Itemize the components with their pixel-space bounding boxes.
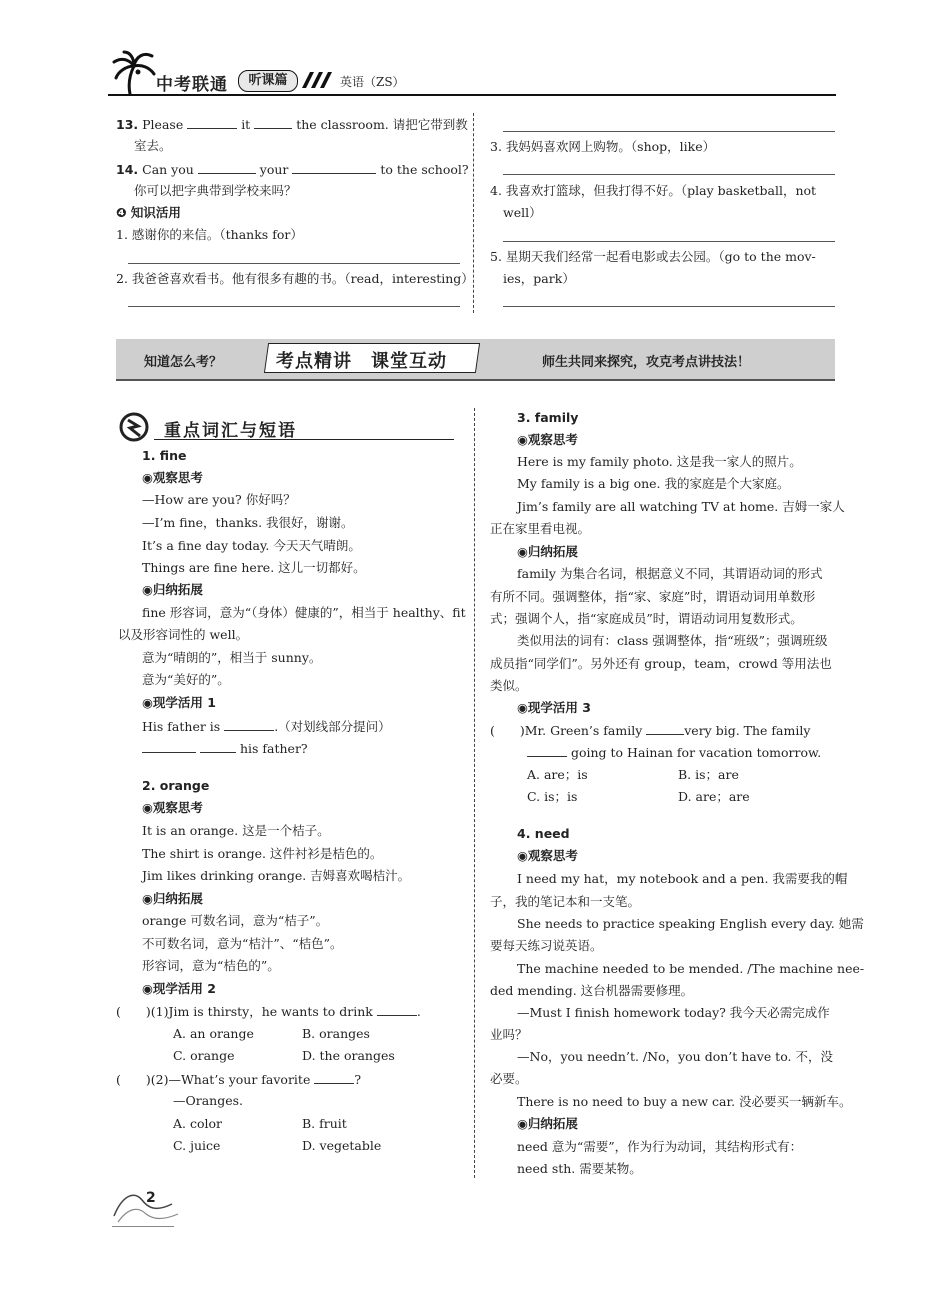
heading-rule <box>154 439 454 440</box>
answer-line[interactable] <box>503 306 835 307</box>
q14: 14. Can you your to the school? <box>116 162 469 177</box>
summary-label: ◉归纳拓展 <box>517 544 578 559</box>
example: 业吗？ <box>490 1027 528 1042</box>
summary-text: 类似。 <box>490 678 528 693</box>
banner-right: 师生共同来探究，攻克考点讲技法！ <box>542 355 751 370</box>
word-need: 4. need <box>517 826 570 841</box>
answer-blank[interactable] <box>254 116 292 129</box>
answer-blank[interactable] <box>292 161 376 174</box>
example: Things are fine here. 这儿一切都好。 <box>142 560 366 575</box>
example: My family is a big one. 我的家庭是个大家庭。 <box>517 476 790 491</box>
option-b[interactable]: B. oranges <box>302 1026 370 1041</box>
summary-text: 成员指“同学们”。另外还有 group，team，crowd 等用法也 <box>490 656 832 671</box>
footer <box>112 1186 182 1230</box>
example: —No，you needn’t. /No，you don’t have to. 不，没 <box>517 1049 833 1064</box>
summary-label: ◉归纳拓展 <box>517 1116 578 1131</box>
section-banner <box>116 339 835 381</box>
swirl-icon <box>118 412 152 442</box>
practice-label: ◉现学活用 1 <box>142 695 216 710</box>
question-2: ( )(2)—What’s your favorite ? <box>116 1072 362 1087</box>
q13: 13. Please it the classroom. 请把它带到教 <box>116 117 468 132</box>
word-family: 3. family <box>517 410 579 425</box>
example: —Must I finish homework today? 我今天必需完成作 <box>517 1005 830 1020</box>
practice-1: His father is .（对划线部分提问） <box>142 719 391 734</box>
summary-text: need 意为“需要”，作为行为动词，其结构形式有： <box>517 1139 803 1154</box>
observe-label: ◉观察思考 <box>142 800 203 815</box>
summary-text: 式；强调个人，指“家庭成员”时，谓语动词用复数形式。 <box>490 611 803 626</box>
answer-blank[interactable] <box>224 718 274 731</box>
summary-label: ◉归纳拓展 <box>142 582 203 597</box>
q13-cont: 室去。 <box>134 138 172 153</box>
heading-block <box>118 412 458 442</box>
observe-label: ◉观察思考 <box>517 848 578 863</box>
option-a[interactable]: A. are；is <box>527 767 588 782</box>
observe-label: ◉观察思考 <box>142 470 203 485</box>
practice-label: ◉现学活用 2 <box>142 981 216 996</box>
option-c[interactable]: C. orange <box>173 1048 235 1063</box>
header-rule <box>108 94 836 96</box>
summary-text: 不可数名词，意为“桔汁”、“桔色”。 <box>142 936 343 951</box>
option-b[interactable]: B. is；are <box>678 767 739 782</box>
example: The shirt is orange. 这件衬衫是桔色的。 <box>142 846 383 861</box>
sentence-4: 4. 我喜欢打篮球，但我打得不好。（play basketball，not <box>490 183 817 198</box>
example: 必要。 <box>490 1071 528 1086</box>
summary-text: family 为集合名词，根据意义不同，其谓语动词的形式 <box>517 566 823 581</box>
stripes-icon <box>300 72 332 88</box>
sentence-2: 2. 我爸爸喜欢看书。他有很多有趣的书。（read，interesting） <box>116 271 474 286</box>
sentence-4-cont: well） <box>503 205 542 220</box>
palm-tree-logo-icon <box>108 50 158 96</box>
word-fine: 1. fine <box>142 448 187 463</box>
page-number: 2 <box>146 1190 156 1206</box>
answer-line[interactable] <box>128 306 460 307</box>
section-badge <box>238 70 298 92</box>
summary-text: 意为“晴朗的”，相当于 sunny。 <box>142 650 322 665</box>
banner-title: 考点精讲 课堂互动 <box>276 351 447 372</box>
question-2-answer: —Oranges. <box>173 1093 244 1108</box>
practice-label: ◉现学活用 3 <box>517 700 591 715</box>
example: I need my hat，my notebook and a pen. 我需要我的帽 <box>517 871 848 886</box>
example: —I’m fine，thanks. 我很好，谢谢。 <box>142 515 354 530</box>
example: The machine needed to be mended. /The machine nee- <box>517 961 865 976</box>
option-c[interactable]: C. juice <box>173 1138 221 1153</box>
word-orange: 2. orange <box>142 778 210 793</box>
example: There is no need to buy a new car. 没必要买一辆新车。 <box>517 1094 852 1109</box>
example: 正在家里看电视。 <box>490 521 591 536</box>
answer-blank[interactable] <box>377 1003 417 1016</box>
answer-blank[interactable] <box>200 740 236 753</box>
answer-blank[interactable] <box>187 116 237 129</box>
example: She needs to practice speaking English every day. 她需 <box>517 916 864 931</box>
answer-blank[interactable] <box>314 1071 354 1084</box>
option-a[interactable]: A. color <box>173 1116 222 1131</box>
answer-line[interactable] <box>503 241 835 242</box>
answer-blank[interactable] <box>646 722 684 735</box>
option-d[interactable]: D. the oranges <box>302 1048 395 1063</box>
answer-blank[interactable] <box>527 744 567 757</box>
answer-line[interactable] <box>128 263 460 264</box>
example: Jim’s family are all watching TV at home. 吉姆一家人 <box>517 499 845 514</box>
answer-line[interactable] <box>503 131 835 132</box>
summary-text: 有所不同。强调整体，指“家、家庭”时，谓语动词用单数形 <box>490 589 816 604</box>
brand-title: 中考联通 <box>156 75 228 95</box>
practice-1-answer: his father? <box>142 740 308 757</box>
option-c[interactable]: C. is；is <box>527 789 578 804</box>
summary-text: need sth. 需要某物。 <box>517 1161 642 1176</box>
section4-heading: ❹ 知识活用 <box>116 205 181 220</box>
observe-label: ◉观察思考 <box>517 432 578 447</box>
subject-label: 英语（ZS） <box>340 75 405 89</box>
summary-text: orange 可数名词，意为“桔子”。 <box>142 913 329 928</box>
sentence-1: 1. 感谢你的来信。（thanks for） <box>116 227 303 242</box>
summary-text: 类似用法的词有：class 强调整体，指“班级”；强调班级 <box>517 633 828 648</box>
summary-label: ◉归纳拓展 <box>142 891 203 906</box>
answer-blank[interactable] <box>142 740 196 753</box>
summary-text: 形容词，意为“桔色的”。 <box>142 958 280 973</box>
q14-cont: 你可以把字典带到学校来吗？ <box>134 183 297 198</box>
example: It’s a fine day today. 今天天气晴朗。 <box>142 538 361 553</box>
answer-line[interactable] <box>503 174 835 175</box>
summary-text: fine 形容词，意为“（身体）健康的”，相当于 healthy、fit <box>142 605 466 620</box>
summary-text: 以及形容词性的 well。 <box>118 627 249 642</box>
footer-rule <box>112 1226 174 1227</box>
answer-blank[interactable] <box>198 161 256 174</box>
option-d[interactable]: D. vegetable <box>302 1138 382 1153</box>
section-heading: 重点词汇与短语 <box>164 421 297 441</box>
example: Here is my family photo. 这是我一家人的照片。 <box>517 454 802 469</box>
example: It is an orange. 这是一个桔子。 <box>142 823 330 838</box>
option-a[interactable]: A. an orange <box>173 1026 254 1041</box>
sentence-5-cont: ies，park） <box>503 271 575 286</box>
question-3-cont: going to Hainan for vacation tomorrow. <box>527 744 821 761</box>
example: ded mending. 这台机器需要修理。 <box>490 983 694 998</box>
section-label: 听课篇 <box>248 73 288 88</box>
example: 子，我的笔记本和一支笔。 <box>490 894 641 909</box>
option-d[interactable]: D. are；are <box>678 789 750 804</box>
header <box>108 50 836 98</box>
column-divider <box>474 408 475 1178</box>
question-1: ( )(1)Jim is thirsty，he wants to drink . <box>116 1004 421 1019</box>
summary-text: 意为“美好的”。 <box>142 672 230 687</box>
option-b[interactable]: B. fruit <box>302 1116 347 1131</box>
sentence-5: 5. 星期天我们经常一起看电影或去公园。（go to the mov- <box>490 249 816 264</box>
example: Jim likes drinking orange. 吉姆喜欢喝桔汁。 <box>142 868 411 883</box>
sentence-3: 3. 我妈妈喜欢网上购物。（shop，like） <box>490 139 716 154</box>
example: —How are you? 你好吗？ <box>142 492 296 507</box>
banner-left: 知道怎么考？ <box>144 355 223 370</box>
example: 要每天练习说英语。 <box>490 938 603 953</box>
question-3: ( )Mr. Green’s family very big. The family <box>490 723 811 738</box>
